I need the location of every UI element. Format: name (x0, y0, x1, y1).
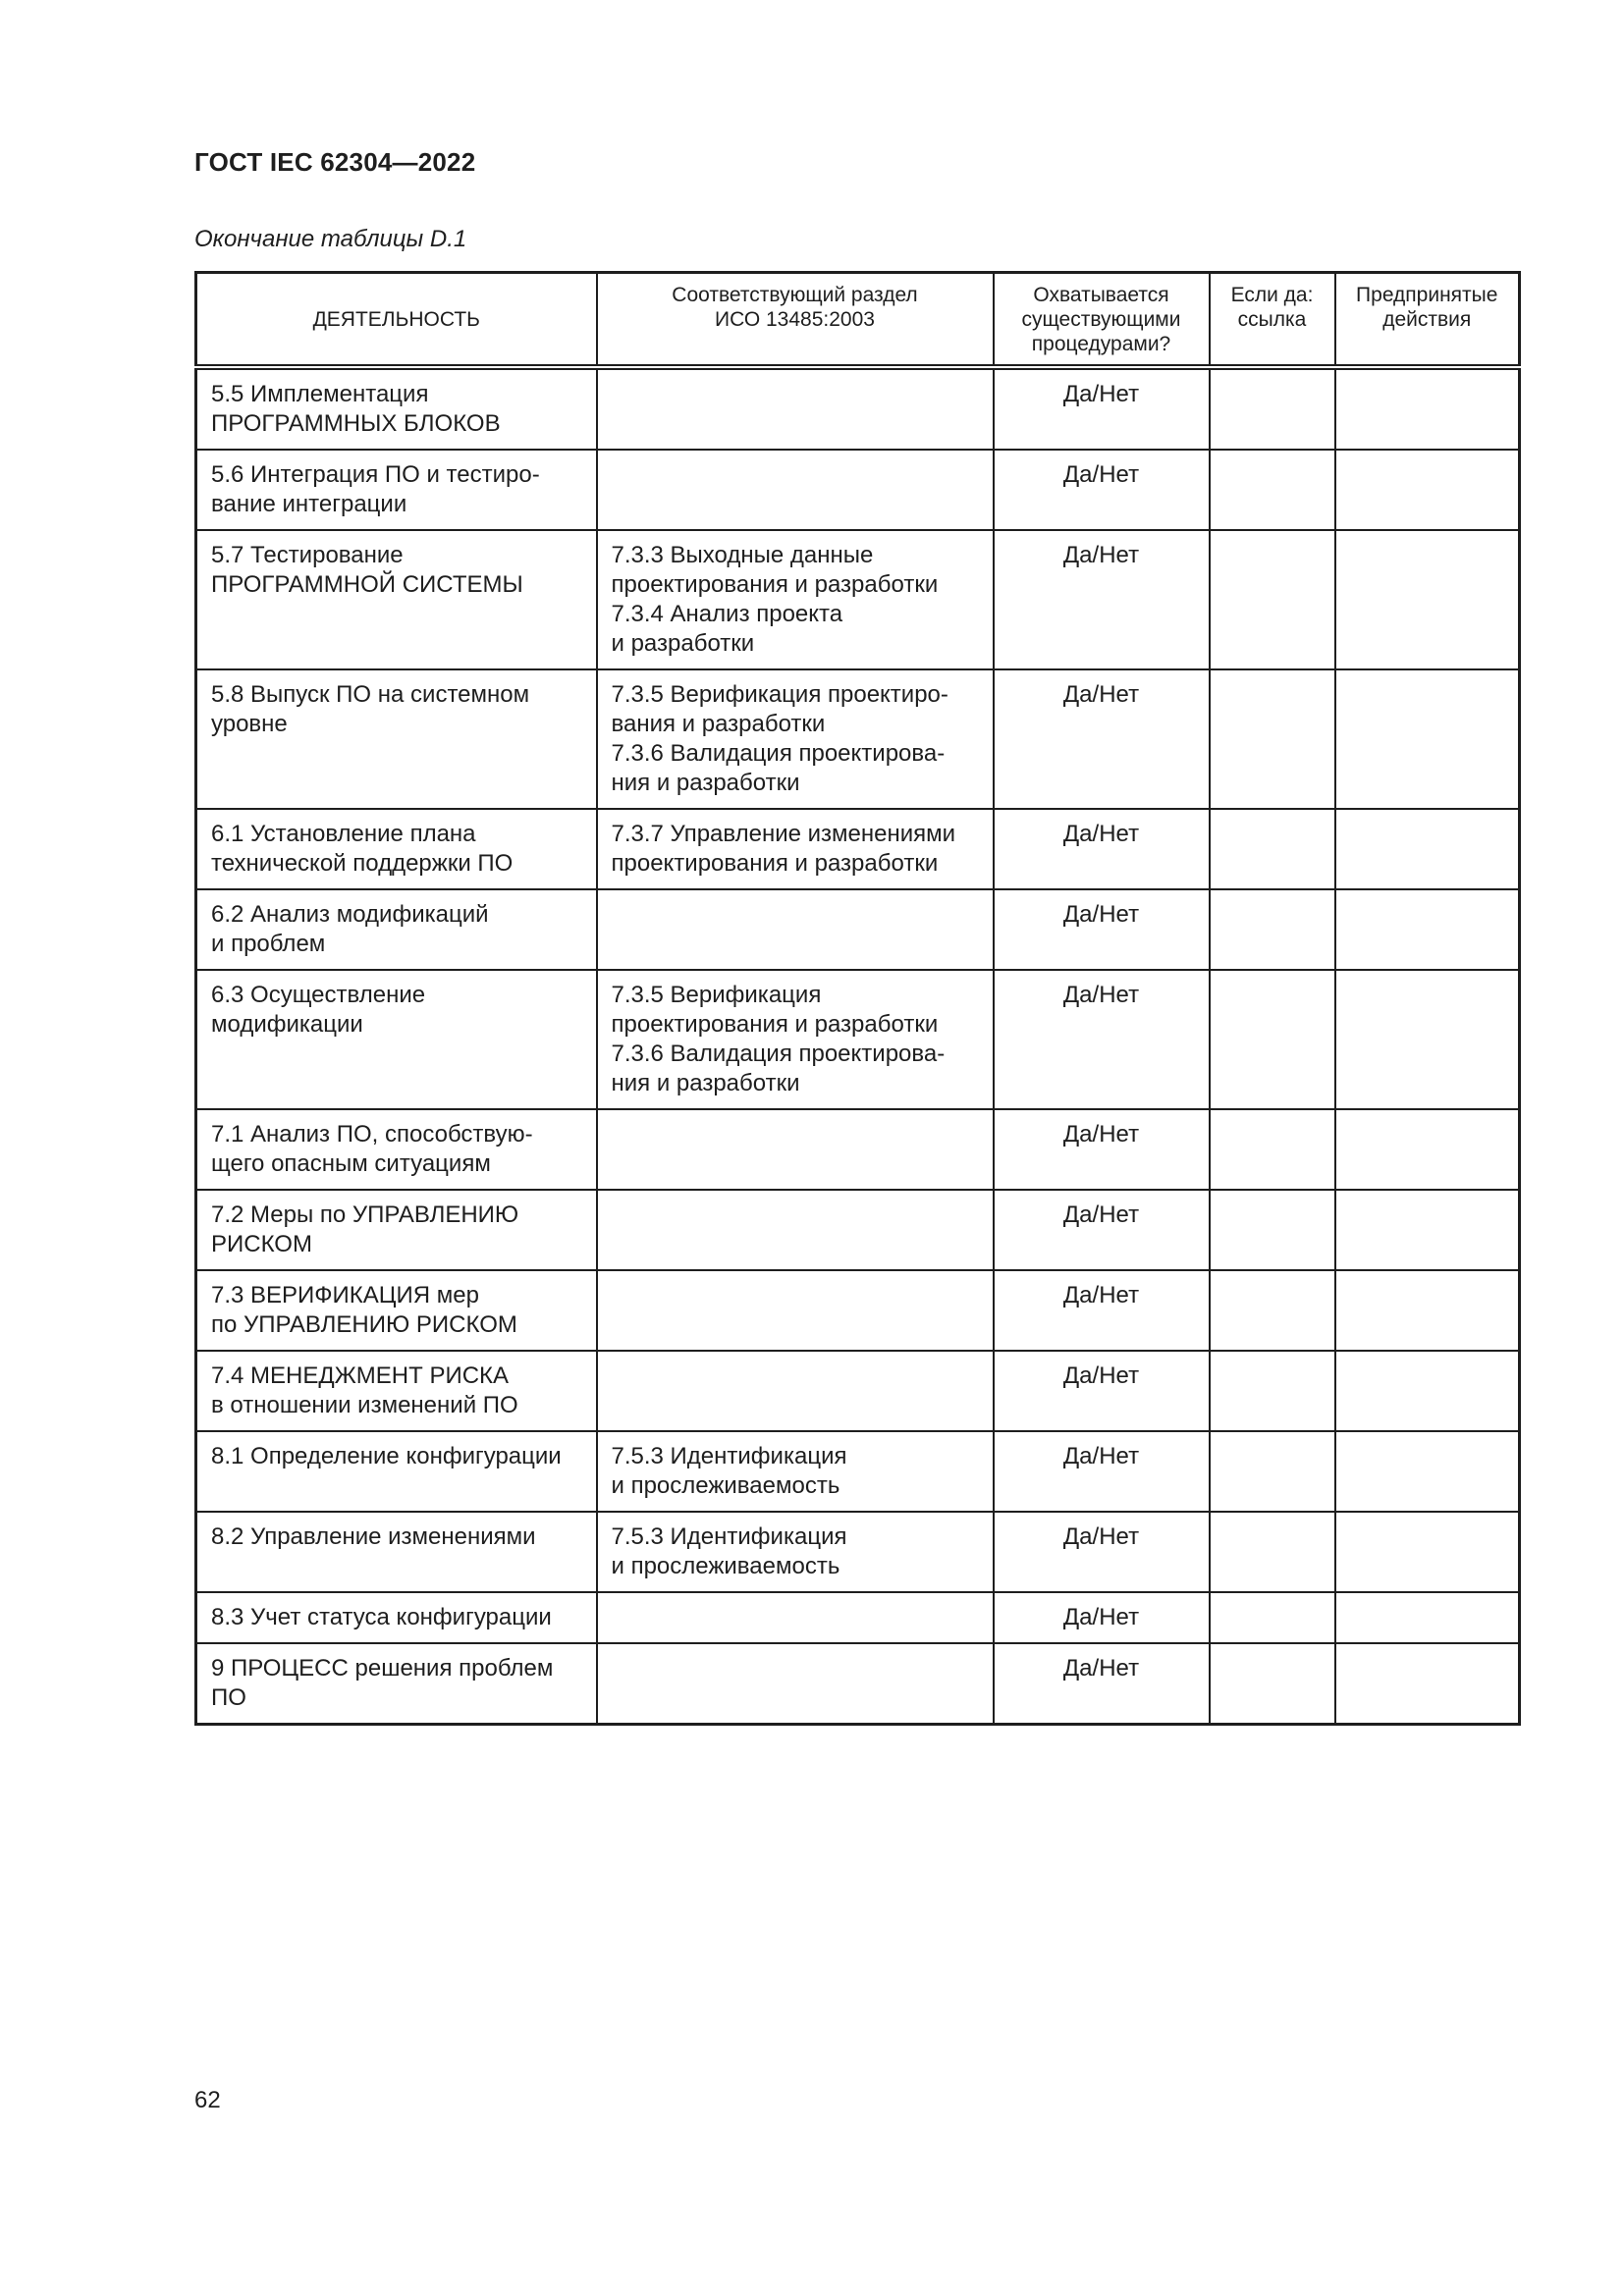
table-row (196, 1431, 1520, 1512)
iso-line: 7.5.3 Идентификация (611, 1523, 847, 1550)
covered-status-cell: Да/Нет (994, 367, 1210, 450)
table-row (196, 1190, 1520, 1270)
iso-section-cell (597, 450, 994, 530)
activity-line: уровне (211, 711, 288, 737)
actions-cell (1335, 1109, 1520, 1190)
iso-line: проектирования и разработки (611, 850, 939, 877)
reference-cell (1210, 450, 1335, 530)
covered-status-cell: Да/Нет (994, 1592, 1210, 1643)
activity-line: ПРОГРАММНОЙ СИСТЕМЫ (211, 571, 523, 598)
reference-cell (1210, 1190, 1335, 1270)
activity-cell (196, 669, 597, 809)
document-header: ГОСТ IEC 62304—2022 (194, 147, 476, 177)
iso-section-cell (597, 1270, 994, 1351)
actions-cell (1335, 1512, 1520, 1592)
actions-cell (1335, 367, 1520, 450)
iso-section-cell (597, 1190, 994, 1270)
activity-line: 7.3 ВЕРИФИКАЦИЯ мер (211, 1282, 479, 1308)
covered-status-cell: Да/Нет (994, 809, 1210, 889)
activity-line: 5.7 Тестирование (211, 542, 404, 568)
reference-cell (1210, 1109, 1335, 1190)
reference-cell (1210, 1643, 1335, 1725)
table-row (196, 1643, 1520, 1725)
activity-line: технической поддержки ПО (211, 850, 514, 877)
iso-section-cell (597, 530, 994, 669)
iso-section-cell (597, 809, 994, 889)
actions-cell (1335, 889, 1520, 970)
iso-line: ния и разработки (611, 1070, 800, 1096)
activity-line: ПО (211, 1684, 246, 1711)
iso-line: и разработки (611, 630, 755, 657)
activity-line: модификации (211, 1011, 363, 1038)
table-row (196, 1351, 1520, 1431)
activity-cell (196, 1592, 597, 1643)
table-row (196, 1512, 1520, 1592)
column-header-iso-section: Соответствующий раздел ИСО 13485:2003 (597, 273, 994, 368)
activity-line: 8.2 Управление изменениями (211, 1523, 536, 1550)
iso-section-cell (597, 1643, 994, 1725)
actions-cell (1335, 1270, 1520, 1351)
iso-section-cell (597, 889, 994, 970)
activity-cell (196, 1351, 597, 1431)
covered-status-cell: Да/Нет (994, 1512, 1210, 1592)
iso-line: ния и разработки (611, 770, 800, 796)
actions-cell (1335, 970, 1520, 1109)
table-row (196, 367, 1520, 450)
activity-line: 6.1 Установление плана (211, 821, 476, 847)
activity-line: ПРОГРАММНЫХ БЛОКОВ (211, 410, 501, 437)
reference-cell (1210, 530, 1335, 669)
iso-section-cell (597, 1592, 994, 1643)
activity-cell (196, 1109, 597, 1190)
iso-line: 7.3.7 Управление изменениями (611, 821, 956, 847)
iso-section-cell (597, 970, 994, 1109)
iso-line: 7.3.3 Выходные данные (611, 542, 874, 568)
iso-line: 7.3.5 Верификация (611, 982, 822, 1008)
covered-status-cell: Да/Нет (994, 1431, 1210, 1512)
reference-cell (1210, 970, 1335, 1109)
activity-cell (196, 1643, 597, 1725)
table-row (196, 530, 1520, 669)
covered-status-cell: Да/Нет (994, 1109, 1210, 1190)
iso-line: проектирования и разработки (611, 1011, 939, 1038)
activity-cell (196, 1431, 597, 1512)
column-header-reference: Если да: ссылка (1210, 273, 1335, 368)
covered-status-cell: Да/Нет (994, 1643, 1210, 1725)
activity-line: вание интеграции (211, 491, 407, 517)
iso-line: проектирования и разработки (611, 571, 939, 598)
activity-line: 7.4 МЕНЕДЖМЕНТ РИСКА (211, 1362, 510, 1389)
table-row (196, 1592, 1520, 1643)
reference-cell (1210, 367, 1335, 450)
page-number: 62 (194, 2087, 221, 2113)
iso-section-cell (597, 1431, 994, 1512)
iso-section-cell (597, 367, 994, 450)
iso-line: 7.3.6 Валидация проектирова- (611, 740, 946, 767)
activity-cell (196, 450, 597, 530)
covered-status-cell: Да/Нет (994, 970, 1210, 1109)
covered-status-cell: Да/Нет (994, 669, 1210, 809)
reference-cell (1210, 1431, 1335, 1512)
actions-cell (1335, 1592, 1520, 1643)
activity-table (194, 271, 1521, 1726)
actions-cell (1335, 530, 1520, 669)
table-header-row (196, 273, 1520, 368)
covered-status-cell: Да/Нет (994, 450, 1210, 530)
column-header-actions: Предпринятые действия (1335, 273, 1520, 368)
iso-section-cell (597, 1512, 994, 1592)
activity-line: и проблем (211, 931, 326, 957)
reference-cell (1210, 1592, 1335, 1643)
actions-cell (1335, 669, 1520, 809)
actions-cell (1335, 1643, 1520, 1725)
iso-section-cell (597, 669, 994, 809)
activity-cell (196, 530, 597, 669)
activity-line: в отношении изменений ПО (211, 1392, 518, 1418)
activity-line: 7.2 Меры по УПРАВЛЕНИЮ (211, 1201, 519, 1228)
covered-status-cell: Да/Нет (994, 889, 1210, 970)
activity-line: 8.1 Определение конфигурации (211, 1443, 562, 1469)
covered-status-cell: Да/Нет (994, 1190, 1210, 1270)
reference-cell (1210, 809, 1335, 889)
activity-cell (196, 809, 597, 889)
iso-line: и прослеживаемость (611, 1472, 840, 1499)
covered-status-cell: Да/Нет (994, 1351, 1210, 1431)
covered-status-cell: Да/Нет (994, 530, 1210, 669)
table-row (196, 450, 1520, 530)
actions-cell (1335, 1190, 1520, 1270)
activity-line: 9 ПРОЦЕСС решения проблем (211, 1655, 554, 1682)
activity-line: РИСКОМ (211, 1231, 312, 1257)
column-header-covered: Охватывается существующими процедурами? (994, 273, 1210, 368)
table-row (196, 970, 1520, 1109)
iso-line: вания и разработки (611, 711, 826, 737)
iso-line: 7.3.5 Верификация проектиро- (611, 681, 948, 708)
covered-status-cell: Да/Нет (994, 1270, 1210, 1351)
activity-line: щего опасным ситуациям (211, 1150, 491, 1177)
table-caption: Окончание таблицы D.1 (194, 226, 467, 252)
activity-cell (196, 889, 597, 970)
table-row (196, 809, 1520, 889)
activity-line: по УПРАВЛЕНИЮ РИСКОМ (211, 1311, 517, 1338)
activity-cell (196, 970, 597, 1109)
reference-cell (1210, 669, 1335, 809)
actions-cell (1335, 809, 1520, 889)
iso-line: и прослеживаемость (611, 1553, 840, 1579)
actions-cell (1335, 450, 1520, 530)
iso-line: 7.5.3 Идентификация (611, 1443, 847, 1469)
reference-cell (1210, 1351, 1335, 1431)
activity-cell (196, 367, 597, 450)
activity-line: 6.3 Осуществление (211, 982, 426, 1008)
column-header-activity: ДЕЯТЕЛЬНОСТЬ (196, 273, 597, 368)
iso-section-cell (597, 1351, 994, 1431)
activity-cell (196, 1270, 597, 1351)
reference-cell (1210, 1270, 1335, 1351)
table-row (196, 669, 1520, 809)
reference-cell (1210, 1512, 1335, 1592)
activity-line: 6.2 Анализ модификаций (211, 901, 489, 928)
activity-line: 7.1 Анализ ПО, способствую- (211, 1121, 533, 1148)
activity-line: 5.8 Выпуск ПО на системном (211, 681, 530, 708)
activity-line: 8.3 Учет статуса конфигурации (211, 1604, 552, 1630)
actions-cell (1335, 1351, 1520, 1431)
activity-cell (196, 1512, 597, 1592)
activity-line: 5.6 Интеграция ПО и тестиро- (211, 461, 540, 488)
iso-line: 7.3.4 Анализ проекта (611, 601, 843, 627)
activity-line: 5.5 Имплементация (211, 381, 429, 407)
reference-cell (1210, 889, 1335, 970)
activity-cell (196, 1190, 597, 1270)
table-row (196, 1109, 1520, 1190)
iso-section-cell (597, 1109, 994, 1190)
table-row (196, 1270, 1520, 1351)
iso-line: 7.3.6 Валидация проектирова- (611, 1041, 946, 1067)
table-row (196, 889, 1520, 970)
actions-cell (1335, 1431, 1520, 1512)
